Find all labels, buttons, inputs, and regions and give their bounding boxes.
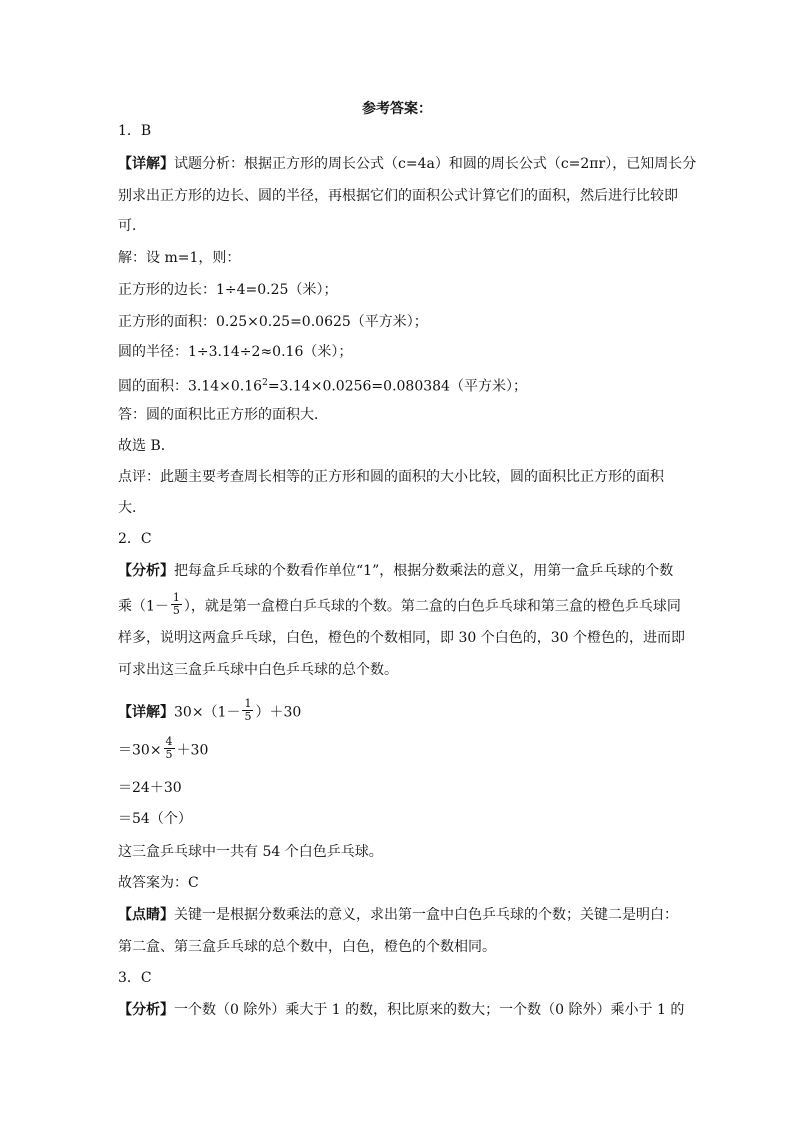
q2-d1-part-a: 30×（1－ xyxy=(174,704,241,721)
q1-detail-line-2: 别求出正方形的边长、圆的半径，再根据它们的面积公式计算它们的面积，然后进行比较即 xyxy=(118,188,678,204)
q2-point-line-1 xyxy=(118,905,678,925)
q2-detail-line-6: 故答案为：C xyxy=(118,875,199,891)
fraction-denominator: 5 xyxy=(165,748,173,761)
q2-analysis-tag: 【分析】 xyxy=(118,563,174,579)
q2-point-tag: 【点睛】 xyxy=(118,907,174,923)
q2-detail-line-1 xyxy=(118,697,678,725)
fraction-denominator: 5 xyxy=(172,604,180,617)
q2-analysis-line-2 xyxy=(118,591,681,619)
q3-analysis-line-1 xyxy=(118,1000,685,1020)
q2-detail-line-3: ＝24＋30 xyxy=(118,780,182,796)
q1-s5-superscript: 2 xyxy=(262,378,268,388)
q1-detail-line-3: 可． xyxy=(118,218,146,234)
q2-a2-part-a: 乘（1－ xyxy=(118,598,169,615)
fraction-four-fifths xyxy=(164,736,175,761)
q1-s5-part-b: =3.14×0.0256=0.080384（平方米）； xyxy=(267,378,527,395)
q1-solution-3: 正方形的面积：0.25×0.25=0.0625（平方米）； xyxy=(118,314,428,330)
q2-d1-part-b: ）＋30 xyxy=(255,704,302,721)
q2-detail-line-5: 这三盒乒乓球中一共有 54 个白色乒乓球。 xyxy=(118,844,383,860)
q1-detail-text-1: 试题分析：根据正方形的周长公式（c=4a）和圆的周长公式（c=2πr），已知周长分 xyxy=(174,156,697,172)
q2-analysis-text-1: 把每盒乒乓球的个数看作单位“1”，根据分数乘法的意义，用第一盒乒乓球的个数 xyxy=(174,563,674,579)
q3-analysis-text-1: 一个数（0 除外）乘大于 1 的数，积比原来的数大；一个数（0 除外）乘小于 1 的 xyxy=(174,1002,685,1018)
q2-analysis-line-1 xyxy=(118,561,678,581)
fraction-one-fifth xyxy=(171,592,182,617)
q2-analysis-line-4: 可求出这三盒乒乓球中白色乒乓球的总个数。 xyxy=(118,662,398,678)
page-title: 参考答案： xyxy=(362,101,432,117)
q1-solution-2: 正方形的边长：1÷4=0.25（米）； xyxy=(118,282,338,298)
fraction-numerator: 4 xyxy=(165,735,173,748)
fraction-one-fifth-2 xyxy=(242,698,253,723)
q2-detail-line-4: ＝54（个） xyxy=(118,811,192,827)
q1-solution-5 xyxy=(118,373,678,397)
q2-detail-tag: 【详解】 xyxy=(118,704,174,721)
fraction-numerator: 1 xyxy=(244,697,252,710)
q2-d2-part-b: ＋30 xyxy=(176,742,209,759)
q2-analysis-line-3: 样多，说明这两盒乒乓球，白色，橙色的个数相同，即 30 个白色的，30 个橙色的，进而即 xyxy=(118,630,685,646)
q1-detail-line-1 xyxy=(118,154,697,174)
q1-solution-4: 圆的半径：1÷3.14÷2≈0.16（米）； xyxy=(118,344,353,360)
q1-comment-1: 点评：此题主要考查周长相等的正方形和圆的面积的大小比较，圆的面积比正方形的面积 xyxy=(118,469,664,485)
q1-s5-part-a: 圆的面积：3.14×0.16 xyxy=(118,378,263,395)
q2-a2-part-b: ），就是第一盒橙白乒乓球的个数。第二盒的白色乒乓球和第三盒的橙色乒乓球同 xyxy=(183,598,681,615)
q2-d2-part-a: ＝30× xyxy=(118,742,162,759)
q3-answer: 3．C xyxy=(118,970,152,986)
fraction-denominator: 5 xyxy=(244,710,252,723)
q1-comment-2: 大． xyxy=(118,500,146,516)
fraction-numerator: 1 xyxy=(172,591,180,604)
q1-solution-6: 答：圆的面积比正方形的面积大． xyxy=(118,407,328,423)
q1-answer: 1．B xyxy=(118,123,152,139)
q2-detail-line-2 xyxy=(118,735,678,763)
q3-analysis-tag: 【分析】 xyxy=(118,1002,174,1018)
q2-point-line-2: 第二盒、第三盒乒乓球的总个数中，白色，橙色的个数相同。 xyxy=(118,939,496,955)
q1-solution-7: 故选 B． xyxy=(118,438,175,454)
q1-solution-1: 解：设 m=1，则： xyxy=(118,250,241,266)
q1-detail-tag: 【详解】 xyxy=(118,156,174,172)
q2-answer: 2．C xyxy=(118,531,152,547)
q2-point-text-1: 关键一是根据分数乘法的意义，求出第一盒中白色乒乓球的个数；关键二是明白： xyxy=(174,907,678,923)
